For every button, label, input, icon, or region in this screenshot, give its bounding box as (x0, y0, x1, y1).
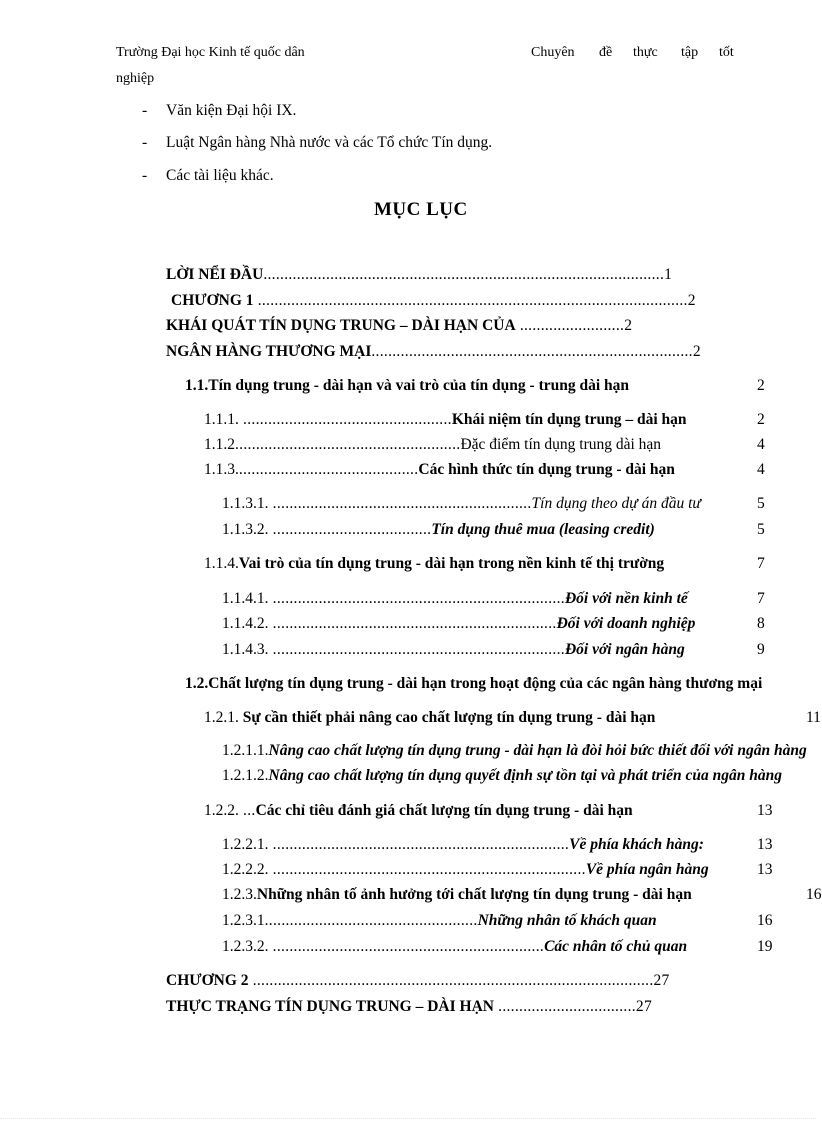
toc-entry-title: Các hình thức tín dụng trung - dài hạn (418, 461, 675, 478)
toc-entry-title: Chất lượng tín dụng trung - dài hạn trong hoạt động của các ngân hàng thương mại (208, 675, 763, 692)
toc-entry-title: Về phía khách hàng: (569, 836, 704, 853)
toc-entry (185, 377, 629, 395)
toc-entry-title: LỜI NỂI ĐẦU (166, 266, 264, 283)
toc-page-number: 5 (757, 521, 765, 538)
toc-entry-title: Nâng cao chất lượng tín dụng quyết định sự tồn tại và phát triển của ngân hàng (268, 767, 783, 784)
toc-page-number: 2 (757, 377, 765, 394)
toc-leader-dots: .................................................................... (268, 615, 557, 632)
toc-page-number: 16 (757, 912, 773, 929)
toc-entry-number: 1.1.4. (204, 555, 239, 572)
toc-leader-dots: ................................................... (264, 912, 478, 929)
toc-entry-number: 1.1.4.3. (222, 641, 269, 658)
toc-entry-number: 1.1.4.2. (222, 615, 269, 632)
page-bottom-border (0, 1118, 816, 1120)
toc-leader-dots: ...................................................................... (268, 590, 565, 607)
toc-entry-number: 1.2.2.2. (222, 861, 269, 878)
header-word: tập (681, 45, 699, 60)
toc-page-number: 13 (757, 836, 773, 853)
toc-entry-number: 1.1.3.2. (222, 521, 269, 538)
toc-page-number: 16 (806, 886, 822, 903)
toc-leader-dots: ...................................... (268, 521, 432, 538)
toc-entry-title: THỰC TRẠNG TÍN DỤNG TRUNG – DÀI HẠN (166, 998, 494, 1015)
bullet-dash: - (142, 102, 148, 119)
toc-entry-title: CHƯƠNG 2 (166, 972, 249, 989)
toc-leader-dots: ...................................................................... (268, 641, 565, 658)
toc-entry-number: 1.2.3.1 (222, 912, 265, 929)
toc-entry (204, 461, 675, 479)
reference-item: Luật Ngân hàng Nhà nước và các Tổ chức Tín dụng. (166, 134, 493, 151)
toc-page-number: 5 (757, 495, 765, 512)
toc-entry-number: 1.1.1. (204, 411, 239, 428)
toc-entry-number: 1.2. (185, 675, 209, 692)
toc-leader-dots: .........................2 (515, 317, 633, 334)
toc-entry-title: Về phía ngân hàng (585, 861, 709, 878)
toc-entry (222, 767, 816, 785)
toc-entry (204, 802, 633, 820)
toc-leader-dots: ....................................................................... (268, 836, 570, 853)
toc-entry (222, 641, 685, 659)
toc-entry (166, 972, 670, 990)
toc-entry-title: Những nhân tố khách quan (477, 912, 657, 929)
header-word: thực (633, 45, 658, 60)
toc-entry (222, 836, 704, 854)
toc-entry-title: Những nhân tố ảnh hưởng tới chất lượng tín dụng trung - dài hạn (256, 886, 692, 903)
toc-entry-title: CHƯƠNG 1 (171, 292, 254, 309)
toc-entry (166, 266, 672, 284)
toc-page-number: 7 (757, 590, 765, 607)
toc-entry (222, 590, 688, 608)
toc-leader-dots: ........................................... (238, 461, 419, 478)
toc-entry (166, 317, 632, 335)
toc-entry-number: 1.2.2. (204, 802, 239, 819)
reference-item: Văn kiện Đại hội IX. (166, 102, 297, 119)
toc-entry-title: Các nhân tố chủ quan (544, 938, 688, 955)
toc-entry-number: 1.1.4.1. (222, 590, 269, 607)
toc-page-number: 13 (757, 802, 773, 819)
header-continuation: nghiệp (116, 71, 155, 86)
toc-entry-title: Khái niệm tín dụng trung – dài hạn (451, 411, 687, 428)
toc-entry (222, 495, 701, 513)
toc-page-number: 4 (757, 436, 765, 453)
toc-entry (204, 709, 655, 727)
toc-entry (222, 912, 657, 930)
toc-page-number: 8 (757, 615, 765, 632)
bullet-dash: - (142, 167, 148, 184)
toc-leader-dots: .............................................................................2 (371, 343, 701, 360)
toc-entry (204, 436, 661, 454)
toc-leader-dots: .......................................................................................................2 (253, 292, 696, 309)
toc-leader-dots: ...................................................... (235, 436, 461, 453)
toc-page-number: 19 (757, 938, 773, 955)
toc-leader-dots: ................................................................. (268, 938, 545, 955)
toc-entry (222, 742, 816, 760)
toc-entry (185, 675, 816, 693)
toc-entry-number: 1.2.3.2. (222, 938, 269, 955)
toc-entry (222, 615, 695, 633)
toc-entry-number: 1.1.3. (204, 461, 239, 478)
toc-entry-title: Tín dụng thuê mua (leasing credit) (431, 521, 655, 538)
toc-entry-title: Đối với doanh nghiệp (556, 615, 696, 632)
toc-entry (204, 411, 687, 429)
toc-entry-number: 1.2.3. (222, 886, 257, 903)
toc-leader-dots: .............................................................. (268, 495, 532, 512)
toc-entry-number: 1.1.3.1. (222, 495, 269, 512)
toc-entry-title: Tín dụng theo dự án đầu tư (531, 495, 701, 512)
toc-entry-number: 1.1.2 (204, 436, 235, 453)
toc-entry (222, 521, 655, 539)
toc-entry-title: Vai trò của tín dụng trung - dài hạn trong nền kinh tế thị trường (238, 555, 665, 572)
toc-entry-title: Sự cần thiết phải nâng cao chất lượng tín dụng trung - dài hạn (242, 709, 656, 726)
toc-entry (204, 555, 664, 573)
toc-entry-title: Đối với nền kinh tế (564, 590, 688, 607)
header-word: Chuyên (531, 45, 575, 60)
toc-page-number: 13 (757, 861, 773, 878)
toc-entry-title: NGÂN HÀNG THƯƠNG MẠI (166, 343, 372, 360)
toc-entry-number: 1.1. (185, 377, 209, 394)
toc-entry-title: Các chỉ tiêu đánh giá chất lượng tín dụng trung - dài hạn (255, 802, 633, 819)
toc-title: MỤC LỤC (374, 199, 468, 220)
header-word: tốt (719, 45, 734, 60)
header-school-name: Trường Đại học Kinh tế quốc dân (116, 45, 305, 60)
toc-entry-title: Nâng cao chất lượng tín dụng trung - dài hạn là đòi hỏi bức thiết đối với ngân hàng (268, 742, 807, 759)
toc-entry-title: Đối với ngân hàng (564, 641, 685, 658)
toc-leader-dots: ... (238, 802, 256, 819)
toc-leader-dots: .................................27 (493, 998, 653, 1015)
toc-entry-number: 1.2.1. (204, 709, 239, 726)
toc-entry-number: 1.2.2.1. (222, 836, 269, 853)
toc-entry-title: Đặc điểm tín dụng trung dài hạn (460, 436, 662, 453)
toc-leader-dots: ................................................................................................27 (248, 972, 670, 989)
toc-page-number: 4 (757, 461, 765, 478)
toc-leader-dots: .................................................. (238, 411, 452, 428)
toc-entry-number: 1.2.1.1. (222, 742, 269, 759)
header-word: đề (599, 45, 613, 60)
toc-page-number: 7 (757, 555, 765, 572)
toc-leader-dots: ........................................................................... (268, 861, 586, 878)
toc-entry-number: 1.2.1.2. (222, 767, 269, 784)
reference-item: Các tài liệu khác. (166, 167, 274, 184)
toc-leader-dots: ................................................................................................1 (263, 266, 673, 283)
toc-page-number: 11 (806, 709, 821, 726)
toc-entry (222, 861, 709, 879)
toc-entry-title: KHÁI QUÁT TÍN DỤNG TRUNG – DÀI HẠN CỦA (166, 317, 516, 334)
toc-entry (222, 886, 692, 904)
toc-entry (222, 938, 687, 956)
toc-page-number: 9 (757, 641, 765, 658)
toc-entry (166, 998, 652, 1016)
toc-entry (166, 343, 701, 361)
toc-entry-title: Tín dụng trung - dài hạn và vai trò của tín dụng - trung dài hạn (208, 377, 630, 394)
toc-page-number: 2 (757, 411, 765, 428)
bullet-dash: - (142, 134, 148, 151)
toc-entry (171, 292, 696, 310)
